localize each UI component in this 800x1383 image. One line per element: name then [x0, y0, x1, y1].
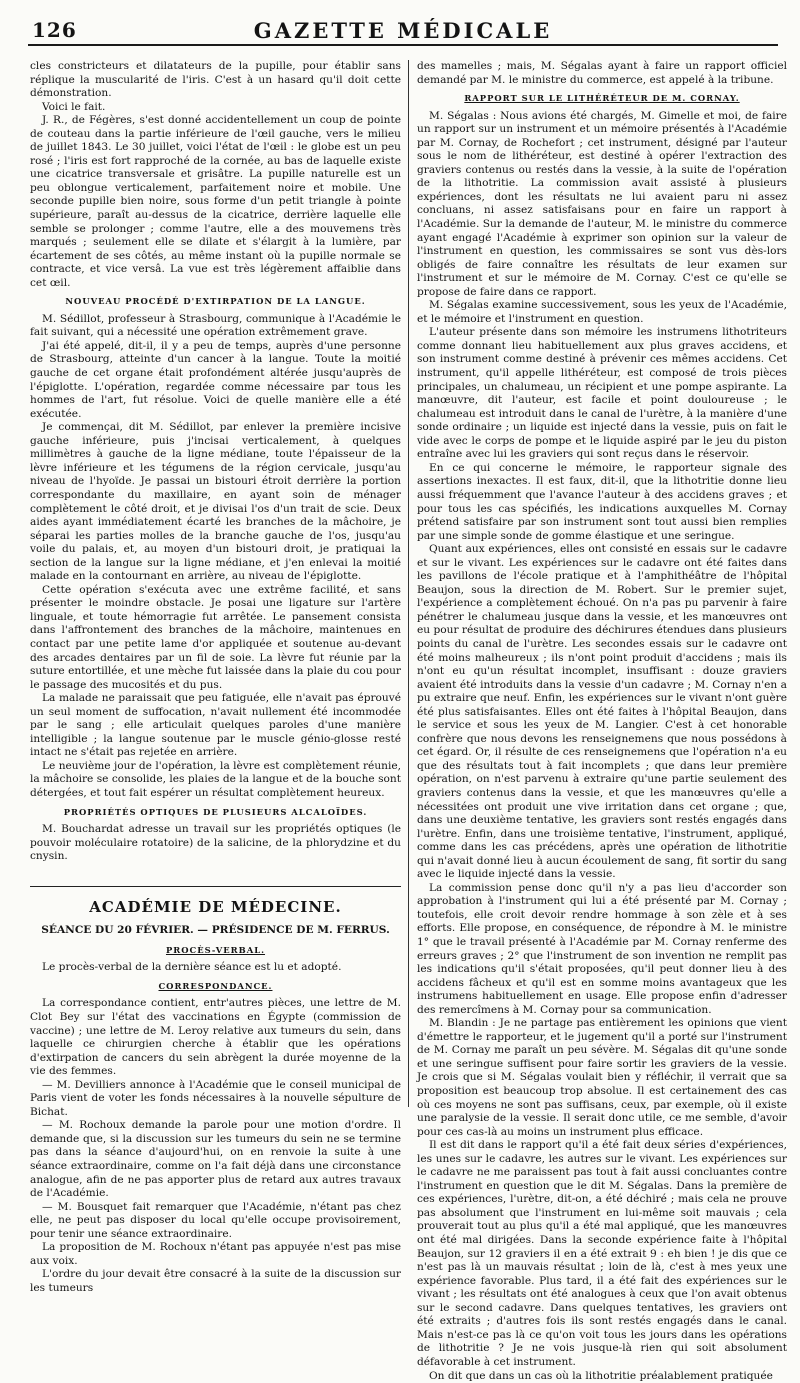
section-heading: PROPRIÉTÉS OPTIQUES DE PLUSIEURS ALCALOÏDES. [30, 806, 401, 820]
section-heading: CORRESPONDANCE. [30, 980, 401, 994]
paragraph: Cette opération s'exécuta avec une extrême facilité, et sans présenter le moindre obstacle. Je posai une ligature sur l'artère linguale, et toute hémorragie fut arrêtée. Le pansement consista dans l'affrontement des branches de la mâchoire, maintenues en contact par une petite lame d'or appliquée et soutenue au-devant des arcades dentaires par un fil de soie. La lèvre fut réunie par la suture entortillée, et une mèche fut laissée dans la plaie du cou pour le passage des mucosités et du pus. [30, 584, 401, 692]
journal-title: GAZETTE MÉDICALE [28, 18, 778, 43]
paragraph: Il est dit dans le rapport qu'il a été fait deux séries d'expériences, les unes sur le cadavre, les autres sur le vivant. Les expériences sur le cadavre ne me paraissent pas tout à fait aussi concluantes contre l'instrument en question que le dit M. Ségalas. Dans la première de ces expériences, l'urètre, dit-on, a été déchiré ; mais cela ne prouve pas absolument que l'instrument en lui-même soit mauvais ; cela prouverait tout au plus qu'il a été mal appliqué, que les manœuvres ont été mal dirigées. Dans la seconde expérience faite à l'hôpital Beaujon, sur 12 graviers il en a été extrait 9 : eh bien ! je dis que ce n'est pas là un mauvais résultat ; loin de là, c'est à mes yeux une expérience favorable. Plus tard, il a été fait des expériences sur le vivant ; les résultats ont été analogues à ceux que l'on avait obtenus sur le second cadavre. Dans quelques tentatives, les graviers ont été extraits ; d'autres fois ils sont restés engagés dans le canal. Mais n'est-ce pas là ce qu'on voit tous les jours dans les opérations de lithotritie ? Je ne vois jusque-là rien qui soit absolument défavorable à cet instrument. [417, 1139, 787, 1369]
paragraph: J'ai été appelé, dit-il, il y a peu de temps, auprès d'une personne de Strasbourg, atteinte d'un cancer à la langue. Toute la moitié gauche de cet organe était profondément altérée jusqu'auprès de l'épiglotte. L'opération, regardée comme nécessaire par tous les hommes de l'art, fut résolue. Voici de quelle manière elle a été exécutée. [30, 340, 401, 421]
paragraph: M. Blandin : Je ne partage pas entièrement les opinions que vient d'émettre le rapporteur, et le jugement qu'il a porté sur l'instrument de M. Cornay me paraît un peu sévère. M. Ségalas dit qu'une sonde et une seringue suffisent pour faire sortir les graviers de la vessie. Je crois que si M. Ségalas voulait bien y réfléchir, il verrait que sa proposition est beaucoup trop absolue. Il est certainement des cas où ces moyens ne sont pas suffisans, ceux, par exemple, où il existe une paralysie de la vessie. Il serait donc utile, ce me semble, d'avoir pour ces cas-là au moins un instrument plus efficace. [417, 1017, 787, 1139]
right-column [417, 60, 787, 1109]
section-heading: PROCÈS-VERBAL. [30, 944, 401, 958]
paragraph: La commission pense donc qu'il n'y a pas lieu d'accorder son approbation à l'instrument qui lui a été présenté par M. Cornay ; toutefois, elle croit devoir rendre hommage à son zèle et à ses efforts. Elle propose, en conséquence, de répondre à M. le ministre 1° que le travail présenté à l'Académie par M. Cornay renferme des erreurs graves ; 2° que l'instrument de son invention ne remplit pas les indications qu'il s'était proposées, qu'il peut donner lieu à des accidens fâcheux et qu'il est en somme moins avantageux que les instrumens habituellement en usage. Elle propose enfin d'adresser des remercîmens à M. Cornay pour sa communication. [417, 882, 787, 1017]
paragraph: En ce qui concerne le mémoire, le rapporteur signale des assertions inexactes. Il est faux, dit-il, que la lithotritie donne lieu aussi fréquemment que l'avance l'auteur à des accidens graves ; et pour tous les cas spécifiés, les indications auxquelles M. Cornay prétend satisfaire par son instrument sont tout aussi bien remplies par une simple sonde de gomme élastique et une seringue. [417, 462, 787, 543]
page-number: 126 [32, 18, 77, 42]
paragraph: Le procès-verbal de la dernière séance est lu et adopté. [30, 961, 401, 975]
masthead [28, 18, 778, 46]
academy-title: ACADÉMIE DE MÉDECINE. [30, 886, 401, 915]
left-column [30, 60, 401, 1109]
paragraph: — M. Rochoux demande la parole pour une motion d'ordre. Il demande que, si la discussion sur les tumeurs du sein ne se termine pas dans la séance d'aujourd'hui, on en renvoie la suite à une séance extraordinaire, comme on l'a fait déjà dans une circonstance analogue, afin de ne pas apporter plus de retard aux autres travaux de l'Académie. [30, 1119, 401, 1200]
paragraph: des mamelles ; mais, M. Ségalas ayant à faire un rapport officiel demandé par M. le ministre du commerce, est appelé à la tribune. [417, 60, 787, 87]
session-title: SÉANCE DU 20 FÉVRIER. — PRÉSIDENCE DE M. FERRUS. [30, 924, 401, 938]
section-heading: NOUVEAU PROCÉDÉ D'EXTIRPATION DE LA LANGUE. [30, 295, 401, 309]
paragraph: Je commençai, dit M. Sédillot, par enlever la première incisive gauche inférieure, puis j'incisai verticalement, à quelques millimètres à gauche de la ligne médiane, toute l'épaisseur de la lèvre inférieure et les tégumens de la région cervicale, jusqu'au niveau de l'hyoïde. Je passai un bistouri étroit derrière la portion correspondante du maxillaire, en ayant soin de ménager complètement le côté droit, et je divisai l'os d'un trait de scie. Deux aides ayant immédiatement écarté les branches de la mâchoire, je séparai les parties molles de la branche gauche de l'os, jusqu'au voile du palais, et, au moyen d'un bistouri droit, je pratiquai la section de la langue sur la ligne médiane, et j'en enlevai la moitié malade en la contournant en arrière, au niveau de l'épiglotte. [30, 421, 401, 584]
paragraph: Voici le fait. [30, 101, 401, 115]
paragraph: On dit que dans un cas où la lithotritie préalablement pratiquée [417, 1370, 787, 1383]
paragraph: La malade ne paraissait que peu fatiguée, elle n'avait pas éprouvé un seul moment de suffocation, n'avait nullement été incommodée par le sang ; elle articulait quelques paroles d'une manière intelligible ; la langue soutenue par le muscle génio-glosse resté intact ne s'était pas rejetée en arrière. [30, 692, 401, 760]
paragraph: Le neuvième jour de l'opération, la lèvre est complètement réunie, la mâchoire se consolide, les plaies de la langue et de la bouche sont détergées, et tout fait espérer un résultat complètement heureux. [30, 760, 401, 801]
column-divider [408, 60, 409, 1107]
section-heading: RAPPORT SUR LE LITHÉRÉTEUR DE M. CORNAY. [417, 92, 787, 106]
paragraph: J. R., de Fégères, s'est donné accidentellement un coup de pointe de couteau dans la partie inférieure de l'œil gauche, vers le milieu de juillet 1843. Le 30 juillet, voici l'état de l'œil : le globe est un peu rosé ; l'iris est fort rapproché de la cornée, au bas de laquelle existe une cicatrice transversale et grisâtre. La pupille naturelle est un peu oblongue verticalement, parfaitement noire et mobile. Une seconde pupille bien noire, sous forme d'un petit triangle à pointe supérieure, paraît au-dessus de la cicatrice, derrière laquelle elle semble se prolonger ; comme l'autre, elle a des mouvemens très marqués ; seulement elle se dilate et s'élargit à la lumière, par écartement de ses côtés, au même instant où la pupille normale se contracte, et vice versâ. La vue est très légèrement affaiblie dans cet œil. [30, 114, 401, 290]
paragraph: — M. Bousquet fait remarquer que l'Académie, n'étant pas chez elle, ne peut pas disposer du local qu'elle occupe provisoirement, pour tenir une séance extraordinaire. [30, 1201, 401, 1242]
paragraph: La proposition de M. Rochoux n'étant pas appuyée n'est pas mise aux voix. [30, 1241, 401, 1268]
paragraph: M. Ségalas : Nous avions été chargés, M. Gimelle et moi, de faire un rapport sur un instrument et un mémoire présentés à l'Académie par M. Cornay, de Rochefort ; cet instrument, désigné par l'auteur sous le nom de lithéréteur, est destiné à opérer l'extraction des graviers contenus ou restés dans la vessie, à la suite de l'opération de la lithotritie. La commission avait assisté à plusieurs expériences, dont les résultats ne lui avaient paru ni assez concluans, ni assez satisfaisans pour en faire un rapport à l'Académie. Sur la demande de l'auteur, M. le ministre du commerce ayant engagé l'Académie à exprimer son opinion sur la valeur de l'instrument en question, les commissaires se sont vus dès-lors obligés de faire connaître les résultats de leur examen sur l'instrument et sur le mémoire de M. Cornay. C'est ce qu'elle se propose de faire dans ce rapport. [417, 110, 787, 300]
paragraph: L'ordre du jour devait être consacré à la suite de la discussion sur les tumeurs [30, 1268, 401, 1295]
paragraph: M. Sédillot, professeur à Strasbourg, communique à l'Académie le fait suivant, qui a nécessité une opération extrêmement grave. [30, 313, 401, 340]
paragraph: L'auteur présente dans son mémoire les instrumens lithotriteurs comme donnant lieu habituellement aux plus graves accidens, et son instrument comme destiné à prévenir ces mêmes accidens. Cet instrument, qu'il appelle lithéréteur, est composé de trois pièces principales, un chalumeau, un récipient et une pompe aspirante. La manœuvre, dit l'auteur, est facile et point douloureuse ; le chalumeau est introduit dans le canal de l'urètre, à la manière d'une sonde ordinaire ; un liquide est injecté dans la vessie, puis on fait le vide avec le corps de pompe et le liquide aspiré par le jeu du piston entraîne avec lui les graviers qui sont reçus dans le réservoir. [417, 326, 787, 461]
paragraph: M. Bouchardat adresse un travail sur les propriétés optiques (le pouvoir moléculaire rotatoire) de la salicine, de la phlorydzine et du cnysin. [30, 823, 401, 864]
paragraph: La correspondance contient, entr'autres pièces, une lettre de M. Clot Bey sur l'état des vaccinations en Égypte (commission de vaccine) ; une lettre de M. Leroy relative aux tumeurs du sein, dans laquelle ce chirurgien cherche à établir que les opérations d'extirpation de cancers du sein abrègent la durée moyenne de la vie des femmes. [30, 997, 401, 1078]
paragraph: cles constricteurs et dilatateurs de la pupille, pour établir sans réplique la muscularité de l'iris. C'est à un hasard qu'il doit cette démonstration. [30, 60, 401, 101]
paragraph: — M. Devilliers annonce à l'Académie que le conseil municipal de Paris vient de voter les fonds nécessaires à la nouvelle sépulture de Bichat. [30, 1079, 401, 1120]
paragraph: Quant aux expériences, elles ont consisté en essais sur le cadavre et sur le vivant. Les expériences sur le cadavre ont été faites dans les pavillons de l'école pratique et à l'amphithéâtre de l'hôpital Beaujon, sous la direction de M. Robert. Sur le premier sujet, l'expérience a complètement échoué. On n'a pas pu parvenir à faire pénétrer le chalumeau jusque dans la vessie, et les manœuvres ont eu pour résultat de produire des déchirures étendues dans plusieurs points du canal de l'urètre. Les secondes essais sur le cadavre ont été moins malheureux ; ils n'ont point produit d'accidens ; mais ils n'ont eu qu'un résultat incomplet, insuffisant : douze graviers avaient été introduits dans la vessie d'un cadavre ; M. Cornay n'en a pu extraire que neuf. Enfin, les expériences sur le vivant n'ont guère été plus satisfaisantes. Elles ont été faites à l'hôpital Beaujon, dans le service et sous les yeux de M. Langier. C'est à cet honorable confrère que nous devons les renseignemens que nous possédons à cet égard. Or, il résulte de ces renseignemens que l'opération n'a eu que des résultats tout à fait incomplets ; que dans leur première opération, on n'est parvenu à extraire qu'une partie seulement des graviers contenus dans la vessie, et que les manœuvres qu'elle a nécessitées ont produit une vive irritation dans cet organe ; que, dans une deuxième tentative, les graviers sont restés engagés dans l'urètre. Enfin, dans une troisième tentative, l'instrument, appliqué, comme dans les cas précédens, après une opération de lithotritie qui n'avait donné lieu à aucun écoulement de sang, fit sortir du sang avec le liquide injecté dans la vessie. [417, 543, 787, 882]
paragraph: M. Ségalas examine successivement, sous les yeux de l'Académie, et le mémoire et l'instrument en question. [417, 299, 787, 326]
